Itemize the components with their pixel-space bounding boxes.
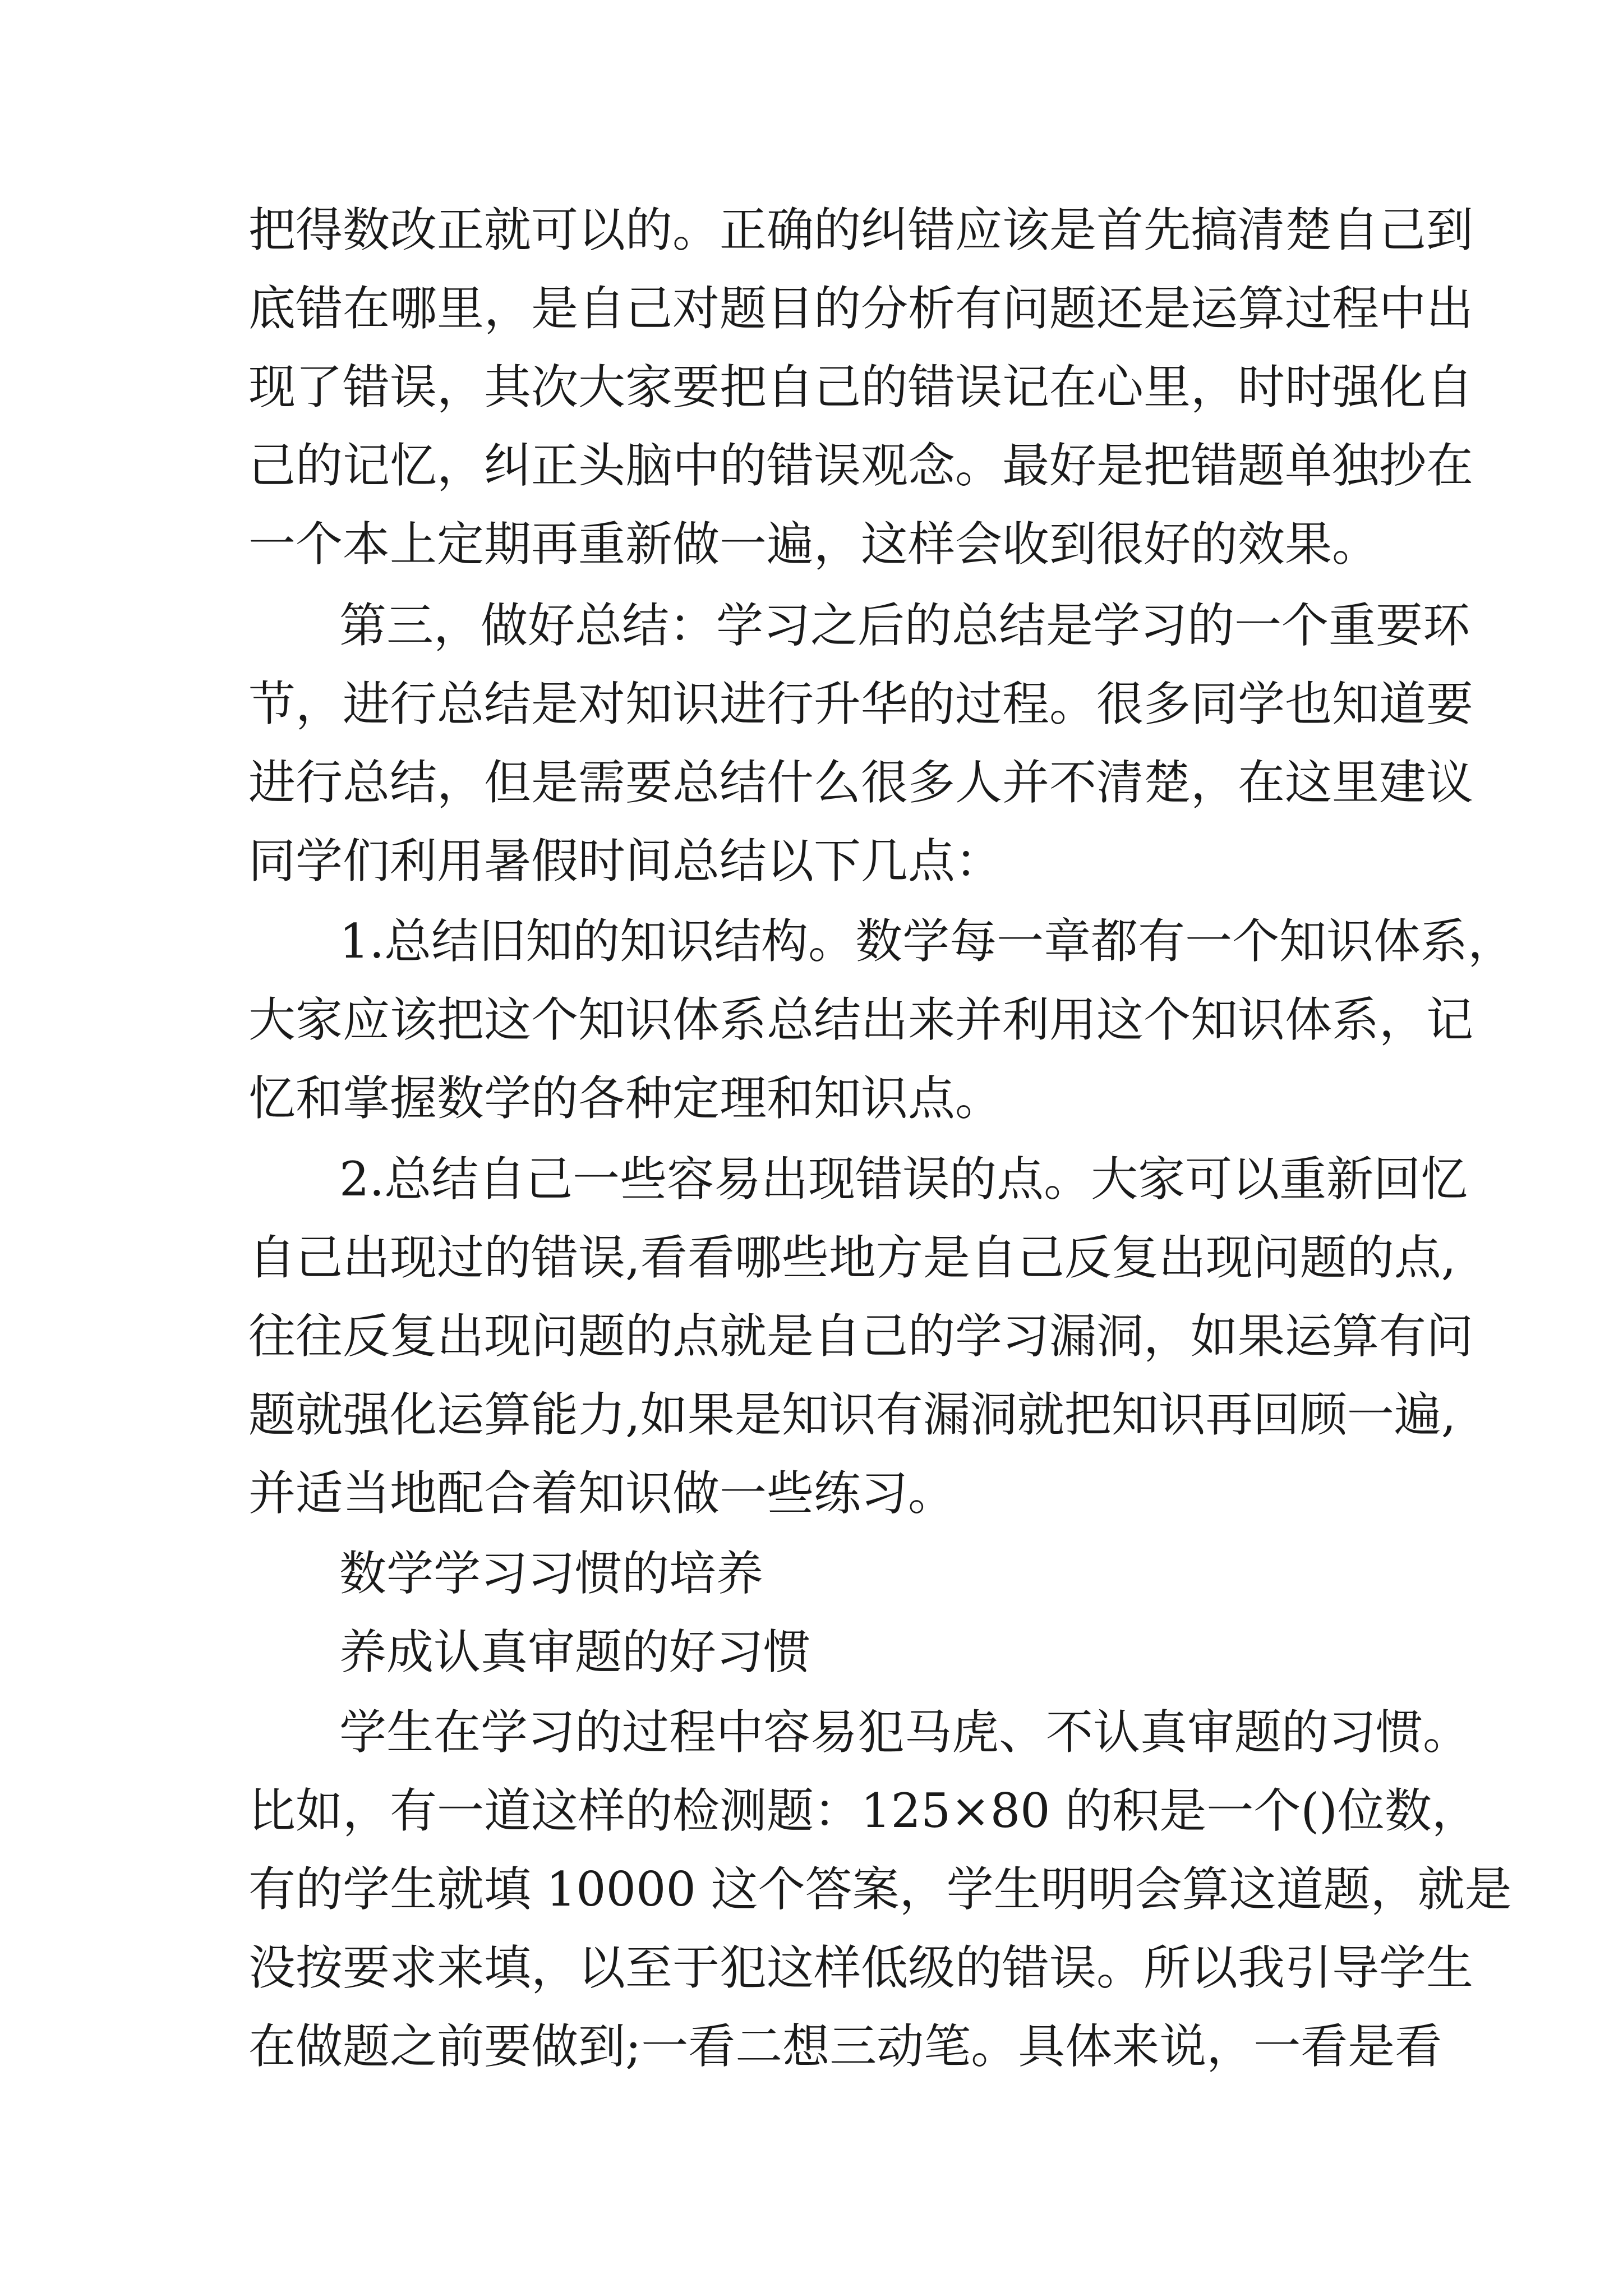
section-heading: 数学学习习惯的培养: [339, 1546, 764, 1601]
list-item-line: 1.总结旧知的知识结构。数学每一章都有一个知识体系，: [339, 914, 1515, 969]
paragraph-start-line: 第三，做好总结：学习之后的总结是学习的一个重要环: [339, 598, 1470, 653]
text-line: 并适当地配合着知识做一些练习。: [248, 1466, 956, 1521]
text-line: 比如，有一道这样的检测题：125×80 的积是一个()位数，: [248, 1783, 1479, 1838]
subsection-heading: 养成认真审题的好习惯: [339, 1625, 811, 1680]
text-line: 有的学生就填 10000 这个答案，学生明明会算这道题，就是: [248, 1862, 1512, 1917]
text-line: 己的记忆，纠正头脑中的错误观念。最好是把错题单独抄在: [248, 438, 1474, 493]
text-line: 节，进行总结是对知识进行升华的过程。很多同学也知道要: [248, 677, 1474, 731]
text-line: 底错在哪里，是自己对题目的分析有问题还是运算过程中出: [248, 281, 1474, 336]
text-line: 忆和掌握数学的各种定理和知识点。: [248, 1071, 1003, 1126]
text-line: 现了错误，其次大家要把自己的错误记在心里，时时强化自: [248, 360, 1474, 415]
text-line: 自己出现过的错误,看看哪些地方是自己反复出现问题的点,: [248, 1230, 1456, 1285]
text-line: 同学们利用暑假时间总结以下几点：: [248, 834, 1003, 889]
text-line: 一个本上定期再重新做一遍，这样会收到很好的效果。: [248, 517, 1380, 572]
text-line: 进行总结，但是需要总结什么很多人并不清楚，在这里建议: [248, 755, 1474, 810]
text-line: 把得数改正就可以的。正确的纠错应该是首先搞清楚自己到: [248, 203, 1474, 257]
text-line: 没按要求来填，以至于犯这样低级的错误。所以我引导学生: [248, 1940, 1474, 1995]
text-line: 题就强化运算能力,如果是知识有漏洞就把知识再回顾一遍,: [248, 1387, 1456, 1442]
text-line: 在做题之前要做到;一看二想三动笔。具体来说，一看是看: [248, 2019, 1442, 2074]
list-item-line: 2.总结自己一些容易出现错误的点。大家可以重新回忆: [339, 1152, 1468, 1207]
text-line: 大家应该把这个知识体系总结出来并利用这个知识体系，记: [248, 992, 1474, 1047]
text-line: 往往反复出现问题的点就是自己的学习漏洞，如果运算有问: [248, 1309, 1474, 1364]
paragraph-start-line: 学生在学习的过程中容易犯马虎、不认真审题的习惯。: [339, 1705, 1470, 1760]
